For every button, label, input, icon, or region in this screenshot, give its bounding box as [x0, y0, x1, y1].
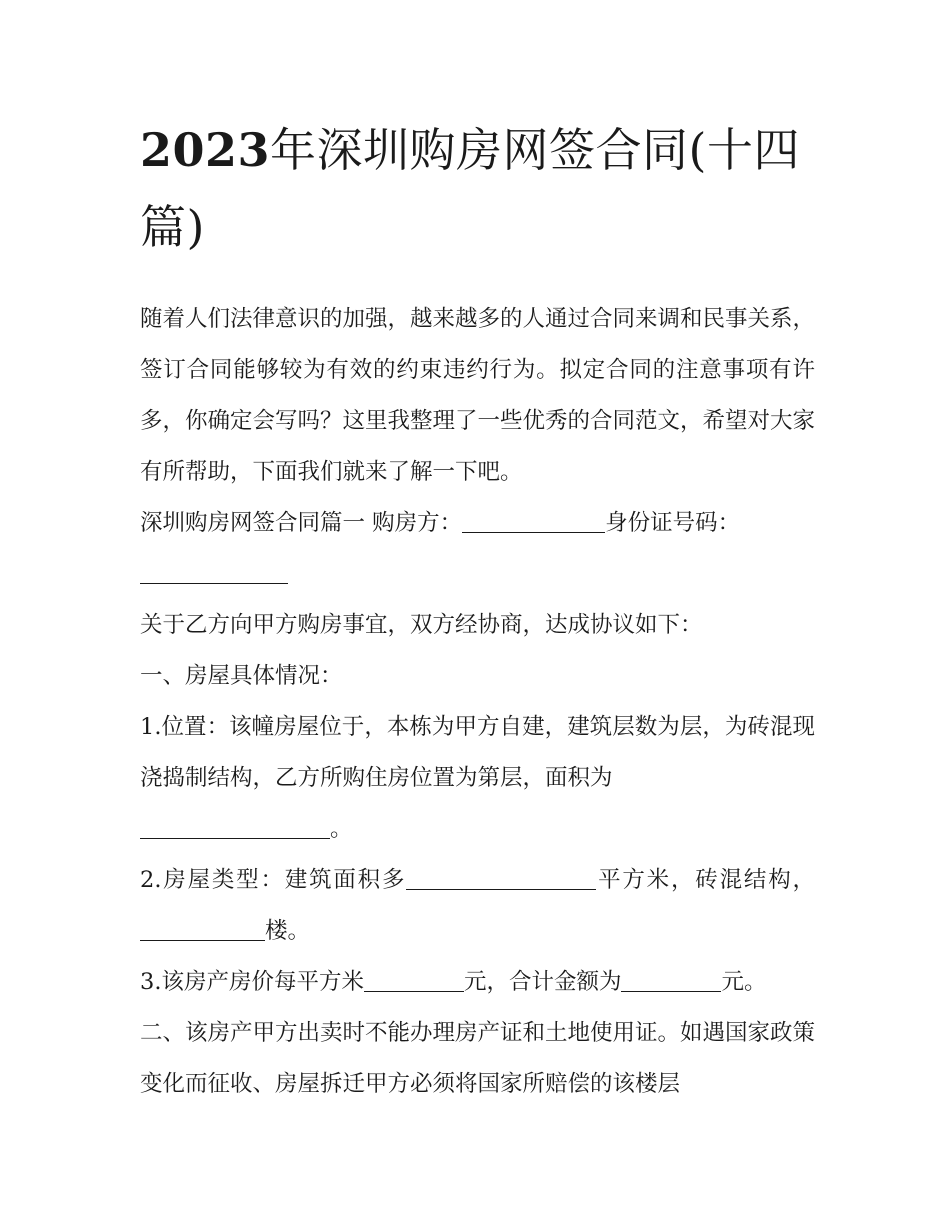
document-page [140, 112, 815, 1110]
location-end: 。 [330, 816, 353, 842]
buyer-name-blank [462, 509, 605, 533]
unit-price-blank [364, 968, 464, 992]
area-blank [140, 815, 330, 839]
buyer-info-paragraph [140, 498, 815, 600]
price-paragraph [140, 957, 815, 1008]
total-price-blank [621, 968, 721, 992]
intro-paragraph: 随着人们法律意识的加强，越来越多的人通过合同来调和民事关系，签订合同能够较为有效的约束违约行为。拟定合同的注意事项有许多，你确定会写吗？这里我整理了一些优秀的合同范文，希望对大家有所帮助，下面我们就来了解一下吧。 [140, 306, 816, 485]
floor-area-blank [406, 866, 596, 890]
section-two-paragraph: 二、该房产甲方出卖时不能办理房产证和土地使用证。如遇国家政策变化而征收、房屋拆迁甲方必须将国家所赔偿的该楼层 [140, 1020, 816, 1097]
id-number-label: 身份证号码： [605, 510, 741, 536]
house-type-mid: 平方米，砖混结构， [596, 867, 815, 893]
building-blank [140, 917, 265, 941]
price-text: 3.该房产房价每平方米 [140, 969, 364, 995]
title-year: 2023 [140, 123, 271, 177]
document-body [140, 294, 815, 1110]
id-number-blank [140, 560, 288, 584]
section-one-heading: 一、房屋具体情况： [140, 663, 343, 689]
price-end: 元。 [721, 969, 767, 995]
price-mid: 元，合计金额为 [463, 969, 622, 995]
house-type-end: 楼。 [265, 918, 311, 944]
document-title [140, 112, 815, 266]
agreement-paragraph: 关于乙方向甲方购房事宜，双方经协商，达成协议如下： [140, 612, 703, 638]
location-text: 1.位置：该幢房屋位于，本栋为甲方自建，建筑层数为层，为砖混现浇捣制结构，乙方所购住房位置为第层，面积为 [140, 714, 815, 791]
title-text: 年深圳购房网签合同(十四篇) [140, 123, 800, 254]
buyer-label: 深圳购房网签合同篇一 购房方： [140, 510, 463, 536]
house-type-paragraph [140, 855, 815, 957]
location-paragraph [140, 702, 815, 855]
house-type-text: 2.房屋类型：建筑面积多 [140, 867, 407, 893]
